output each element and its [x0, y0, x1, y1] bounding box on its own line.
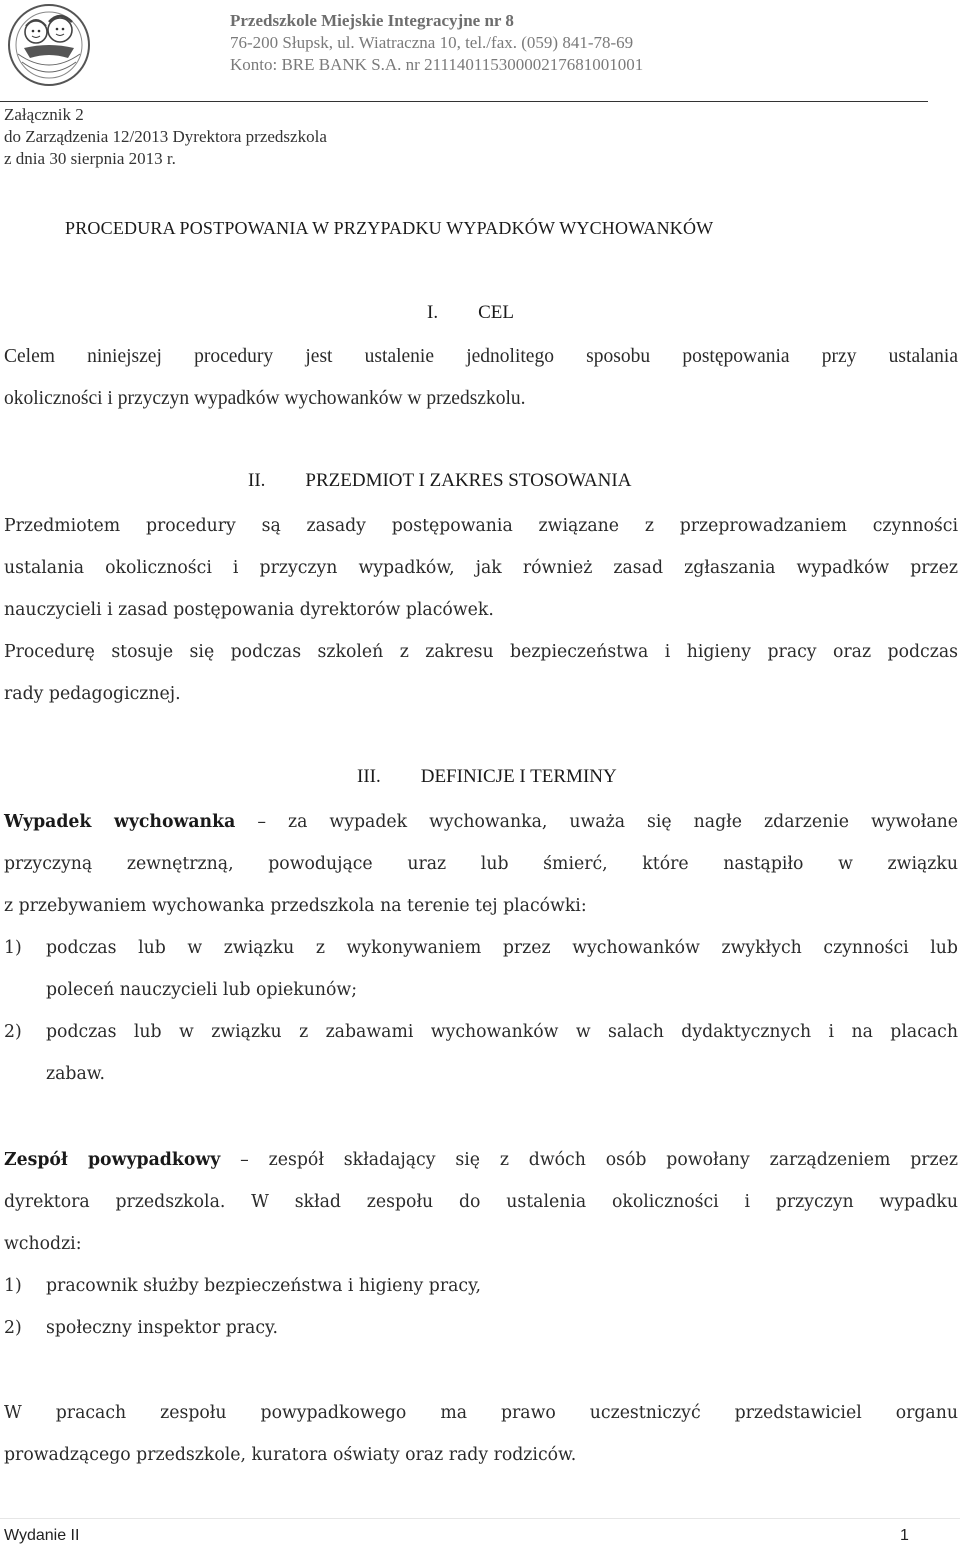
text-line: Procedurę stosuje się podczas szkoleń z zakresu bezpieczeństwa i higieny pracy oraz podczas: [4, 642, 958, 662]
text-line: ustalania okoliczności i przyczyn wypadków, jak również zasad zgłaszania wypadków przez: [4, 558, 958, 578]
section-heading-przedmiot: [248, 470, 631, 492]
bank-account: Konto: BRE BANK S.A. nr 21114011530000217681001001: [230, 55, 644, 74]
annex-line-1: Załącznik 2: [4, 105, 84, 124]
section-number: I.: [427, 302, 439, 323]
section-przedmiot-body: [4, 505, 958, 715]
section-number: II.: [248, 470, 266, 491]
list-item: [4, 1011, 958, 1095]
document-title: PROCEDURA POSTPOWANIA W PRZYPADKU WYPADKÓW WYCHOWANKÓW: [65, 218, 714, 238]
section-title: DEFINICJE I TERMINY: [420, 766, 617, 787]
definition-line: [4, 1139, 958, 1181]
text-line: podczas lub w związku z wykonywaniem przez wychowanków zwykłych czynności lub: [46, 938, 958, 958]
list-item: [4, 1307, 958, 1349]
section-definicje-body: [4, 801, 958, 1095]
school-logo: [4, 2, 94, 88]
annex-note: [4, 104, 327, 170]
zespol-definition: [4, 1139, 958, 1349]
zespol-participants: [4, 1392, 958, 1476]
letterhead: [230, 10, 643, 76]
text-line: Przedmiotem procedury są zasady postępowania związane z przeprowadzaniem czynności: [4, 516, 958, 536]
term-zespol: Zespół powypadkowy: [4, 1150, 221, 1170]
list-number: 2): [4, 1318, 22, 1338]
list-item: [4, 1265, 958, 1307]
school-name: Przedszkole Miejskie Integracyjne nr 8: [230, 11, 514, 30]
list-number: 1): [4, 1276, 22, 1296]
list-item: [4, 927, 958, 1011]
page-number: 1: [900, 1527, 909, 1544]
header-divider: [0, 101, 928, 102]
annex-line-2: do Zarządzenia 12/2013 Dyrektora przedszkola: [4, 127, 327, 146]
text-line: zabaw.: [46, 1064, 106, 1084]
section-heading-cel: [427, 302, 514, 324]
term-wypadek: Wypadek wychowanka: [4, 812, 236, 832]
text-line: rady pedagogicznej.: [4, 684, 181, 704]
text-line: przyczyną zewnętrzną, powodujące uraz lub śmierć, które nastąpiło w związku: [4, 854, 958, 874]
section-heading-definicje: [357, 766, 617, 788]
text-line: nauczycieli i zasad postępowania dyrektorów placówek.: [4, 600, 494, 620]
section-title: PRZEDMIOT I ZAKRES STOSOWANIA: [305, 470, 632, 491]
text-line: wchodzi:: [4, 1234, 82, 1254]
list-number: 1): [4, 938, 22, 958]
definition-text: – za wypadek wychowanka, uważa się nagłe zdarzenie wywołane: [235, 812, 959, 832]
text-line: prowadzącego przedszkole, kuratora oświaty oraz rady rodziców.: [4, 1445, 577, 1465]
text-line: z przebywaniem wychowanka przedszkola na terenie tej placówki:: [4, 896, 587, 916]
definition-text: – zespół składający się z dwóch osób powołany zarządzeniem przez: [220, 1150, 958, 1170]
text-line: dyrektora przedszkola. W skład zespołu do ustalenia okoliczności i przyczyn wypadku: [4, 1192, 958, 1212]
section-cel-body: [4, 336, 958, 420]
section-number: III.: [357, 766, 381, 787]
footer-divider: [0, 1518, 960, 1519]
annex-line-3: z dnia 30 sierpnia 2013 r.: [4, 149, 176, 168]
text-line: podczas lub w związku z zabawami wychowanków w salach dydaktycznych i na placach: [46, 1022, 958, 1042]
text-line: społeczny inspektor pracy.: [46, 1318, 278, 1338]
text-line: pracownik służby bezpieczeństwa i higieny pracy,: [46, 1276, 482, 1296]
list-number: 2): [4, 1022, 22, 1042]
text-line: poleceń nauczycieli lub opiekunów;: [46, 980, 358, 1000]
text-line: W pracach zespołu powypadkowego ma prawo uczestniczyć przedstawiciel organu: [4, 1403, 958, 1423]
definition-line: [4, 801, 958, 843]
text-line: okoliczności i przyczyn wypadków wychowanków w przedszkolu.: [4, 388, 526, 409]
edition-label: Wydanie II: [4, 1527, 80, 1544]
text-line: Celem niniejszej procedury jest ustalenie jednolitego sposobu postępowania przy ustalania: [4, 346, 958, 367]
section-title: CEL: [478, 302, 514, 323]
school-address: 76-200 Słupsk, ul. Wiatraczna 10, tel./fax. (059) 841-78-69: [230, 33, 634, 52]
